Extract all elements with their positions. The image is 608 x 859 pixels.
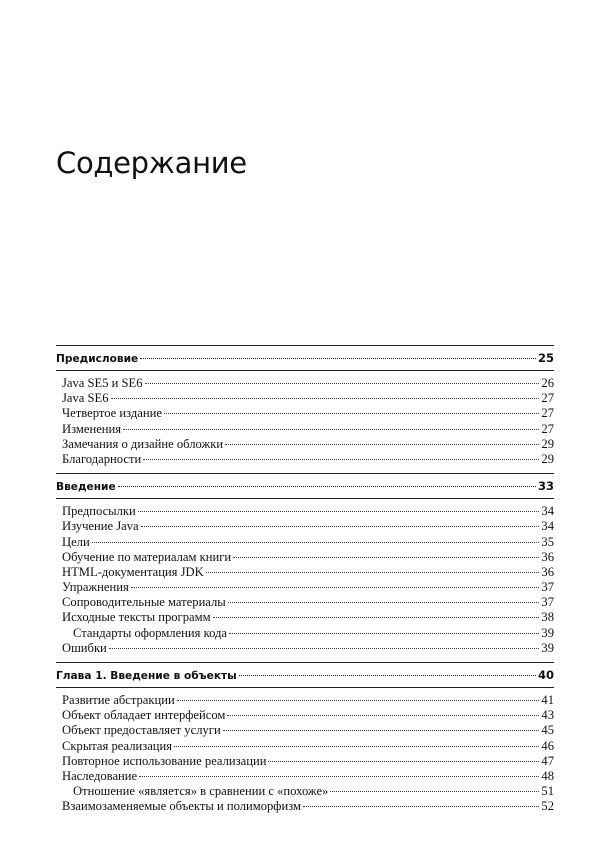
toc-entry-title: Обучение по материалам книги: [62, 549, 232, 564]
toc-dot-leader: [227, 715, 539, 716]
toc-page-number: 36: [541, 549, 554, 564]
toc-page-number: 33: [537, 479, 554, 494]
toc-subsection[interactable]: [56, 641, 554, 656]
toc-page-number: 35: [541, 534, 554, 549]
toc-subsection[interactable]: [56, 504, 554, 519]
toc-entry-title: Отношение «является» в сравнении с «похоже»: [73, 784, 329, 799]
toc-page-number: 34: [541, 504, 554, 519]
toc-entry-title: Java SE5 и SE6: [62, 376, 143, 390]
toc-subsection[interactable]: [56, 754, 554, 769]
toc-subsection[interactable]: [56, 693, 554, 708]
toc-page-number: 41: [541, 693, 554, 707]
toc-dot-leader: [145, 383, 540, 384]
toc-dot-leader: [109, 648, 540, 649]
toc-page-number: 29: [541, 451, 554, 466]
toc-entry-title: Исходные тексты программ: [62, 610, 211, 625]
toc-entry-title: Благодарности: [62, 451, 142, 466]
toc-dot-leader: [140, 358, 536, 359]
toc-dot-leader: [111, 398, 540, 399]
toc-entry-title: Java SE6: [62, 391, 109, 406]
toc-page-number: 25: [537, 351, 554, 365]
toc-dot-leader: [174, 746, 539, 747]
toc-page-number: 48: [541, 768, 554, 783]
toc-page-number: 34: [541, 519, 554, 534]
toc-subsection[interactable]: [56, 565, 554, 580]
toc-dot-leader: [141, 526, 540, 527]
toc-entry-title: Скрытая реализация: [62, 738, 173, 753]
toc-entry-title: Ошибки: [62, 640, 107, 655]
toc-subsection[interactable]: [56, 535, 554, 550]
toc-entry-title: Объект предоставляет услуги: [62, 723, 221, 738]
toc-dot-leader: [164, 413, 539, 414]
toc-dot-leader: [118, 486, 536, 487]
toc-dot-leader: [229, 633, 539, 634]
toc-dot-leader: [138, 511, 540, 512]
toc-page-number: 51: [541, 784, 554, 799]
toc-dot-leader: [330, 791, 539, 792]
toc-page-number: 45: [541, 723, 554, 738]
toc-subsection[interactable]: [56, 452, 554, 467]
toc-page-number: 38: [541, 610, 554, 625]
toc-subsection[interactable]: [56, 580, 554, 595]
toc-subsection[interactable]: [56, 391, 554, 406]
toc-subsection[interactable]: [56, 376, 554, 391]
toc-subsection[interactable]: [56, 519, 554, 534]
toc-subsection[interactable]: [56, 723, 554, 738]
toc-chapter[interactable]: [56, 474, 554, 498]
toc-subsection[interactable]: [56, 550, 554, 565]
toc-entry-title: Четвертое издание: [62, 406, 162, 421]
toc-entry-title: HTML-документация JDK: [62, 564, 204, 579]
toc-entry-title: Изучение Java: [62, 519, 139, 534]
toc-page-number: 26: [541, 376, 554, 390]
toc-page-number: 39: [541, 640, 554, 655]
toc-page-number: 52: [541, 799, 554, 814]
toc-page-number: 29: [541, 436, 554, 451]
toc-entry-title: Развитие абстракции: [62, 693, 175, 707]
toc-page-number: 37: [541, 580, 554, 595]
toc-subsection[interactable]: [56, 437, 554, 452]
toc-page-number: 43: [541, 708, 554, 723]
toc-page-number: 27: [541, 391, 554, 406]
toc-page-number: 27: [541, 421, 554, 436]
toc-dot-leader: [223, 730, 540, 731]
toc-dot-leader: [233, 557, 539, 558]
toc-entry-title: Упражнения: [62, 580, 129, 595]
toc-page-number: 46: [541, 738, 554, 753]
toc-dot-leader: [268, 761, 539, 762]
toc-entry-title: Изменения: [62, 421, 122, 436]
toc-page-number: 36: [541, 564, 554, 579]
toc-dot-leader: [123, 429, 539, 430]
table-of-contents: [56, 345, 554, 815]
toc-entry-title: Предпосылки: [62, 504, 136, 519]
toc-page-number: 37: [541, 595, 554, 610]
toc-entry-title: Предисловие: [56, 353, 139, 365]
toc-entry-title: Наследование: [62, 768, 138, 783]
toc-subsubsection[interactable]: [56, 626, 554, 641]
toc-dot-leader: [92, 542, 540, 543]
toc-dot-leader: [213, 617, 540, 618]
toc-page-number: 40: [537, 668, 554, 682]
toc-dot-leader: [131, 587, 540, 588]
toc-dot-leader: [239, 675, 536, 676]
toc-dot-leader: [303, 806, 539, 807]
toc-entry-title: Замечания о дизайне обложки: [62, 436, 224, 451]
toc-entry-title: Стандарты оформления кода: [73, 625, 227, 640]
toc-entry-title: Глава 1. Введение в объекты: [56, 670, 237, 682]
toc-chapter[interactable]: [56, 346, 554, 370]
toc-dot-leader: [139, 776, 539, 777]
toc-subsection[interactable]: [56, 422, 554, 437]
toc-page-number: 47: [541, 753, 554, 768]
toc-entry-title: Повторное использование реализации: [62, 753, 267, 768]
page-title: Содержание: [56, 146, 247, 180]
toc-entry-title: Введение: [56, 481, 116, 494]
toc-subsection[interactable]: [56, 595, 554, 610]
toc-chapter[interactable]: [56, 663, 554, 687]
toc-dot-leader: [225, 444, 539, 445]
toc-entry-title: Объект обладает интерфейсом: [62, 708, 226, 723]
toc-subsection[interactable]: [56, 406, 554, 421]
toc-entry-title: Сопроводительные материалы: [62, 595, 226, 610]
toc-dot-leader: [143, 459, 539, 460]
toc-page-number: 27: [541, 406, 554, 421]
toc-subsection[interactable]: [56, 799, 554, 814]
toc-subsection[interactable]: [56, 769, 554, 784]
toc-dot-leader: [177, 700, 540, 701]
toc-dot-leader: [206, 572, 540, 573]
toc-entry-title: Взаимозаменяемые объекты и полиморфизм: [62, 799, 301, 814]
toc-subsection[interactable]: [56, 739, 554, 754]
toc-entry-title: Цели: [62, 534, 90, 549]
toc-page-number: 39: [541, 625, 554, 640]
toc-dot-leader: [228, 602, 540, 603]
toc-subsection[interactable]: [56, 708, 554, 723]
toc-subsection[interactable]: [56, 610, 554, 625]
toc-subsubsection[interactable]: [56, 784, 554, 799]
